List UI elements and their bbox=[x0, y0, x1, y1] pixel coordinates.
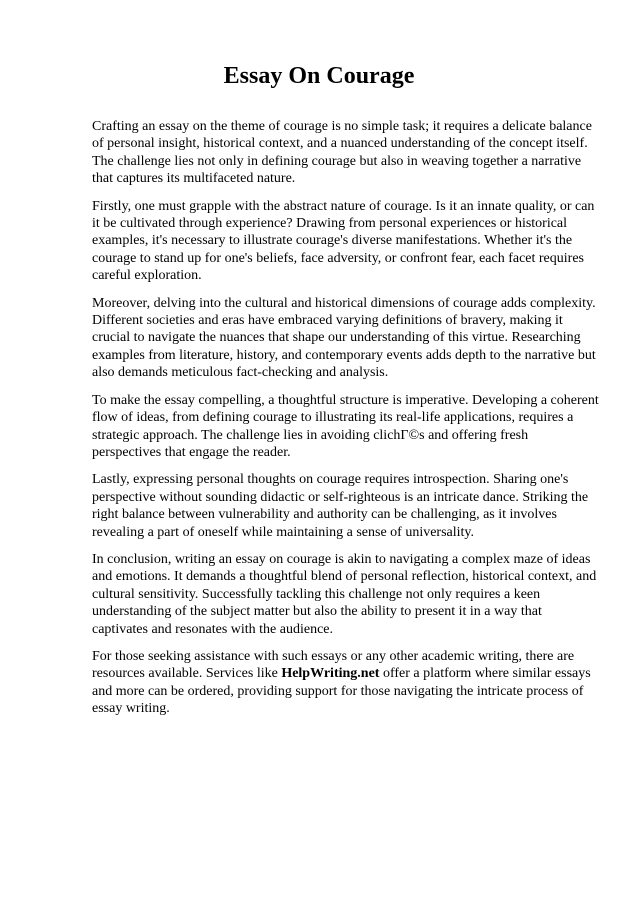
services-text-before: For those seeking assistance with such essays or any other academic writing, there are resources available. Services like bbox=[92, 648, 575, 682]
brand-name: HelpWriting.net bbox=[281, 666, 380, 682]
paragraph-cultural-dimensions: Moreover, delving into the cultural and historical dimensions of courage adds complexity. Different societies and eras have embraced varying definitions of bravery, making it crucial to navigate the nuances that shape our understanding of this virtue. Researching examples from literature, history, and contemporary events adds depth to the narrative but also demands meticulous fact-checking and analysis. bbox=[92, 295, 596, 381]
paragraph-services bbox=[92, 648, 600, 718]
paragraph-personal-thoughts: Lastly, expressing personal thoughts on courage requires introspection. Sharing one's perspective without sounding didactic or self-righteous is an intricate dance. Striking the right balance between vulnerability and authority can be challenging, as it involves revealing a part of oneself while maintaining a sense of universality. bbox=[92, 472, 589, 540]
services-text-after: offer a platform where similar essays and more can be ordered, providing support for those navigating the intricate process of essay writing. bbox=[92, 666, 591, 717]
paragraph-conclusion: In conclusion, writing an essay on courage is akin to navigating a complex maze of ideas and emotions. It demands a thoughtful blend of personal reflection, historical context, and cultural sensitivity. Successfully tackling this challenge not only requires a keen understanding of the subject matter but also the ability to present it in a way that captivates and resonates with the audience. bbox=[92, 551, 597, 637]
essay-body bbox=[92, 118, 600, 728]
paragraph-abstract-nature: Firstly, one must grapple with the abstract nature of courage. Is it an innate quality, or can it be cultivated through experience? Drawing from personal experiences or historical examples, it's necessary to illustrate courage's diverse manifestations. Whether it's the courage to stand up for one's beliefs, face adversity, or confront fear, each facet requires careful exploration. bbox=[92, 198, 595, 284]
page-title: Essay On Courage bbox=[223, 63, 415, 89]
paragraph-structure: To make the essay compelling, a thoughtful structure is imperative. Developing a coherent flow of ideas, from defining courage to illustrating its real-life applications, requires a strategic approach. The challenge lies in avoiding clichГ©s and offering fresh perspectives that engage the reader. bbox=[92, 392, 599, 460]
paragraph-intro: Crafting an essay on the theme of courage is no simple task; it requires a delicate balance of personal insight, historical context, and a nuanced understanding of the concept itself. The challenge lies not only in defining courage but also in weaving together a narrative that captures its multifaceted nature. bbox=[92, 119, 592, 187]
